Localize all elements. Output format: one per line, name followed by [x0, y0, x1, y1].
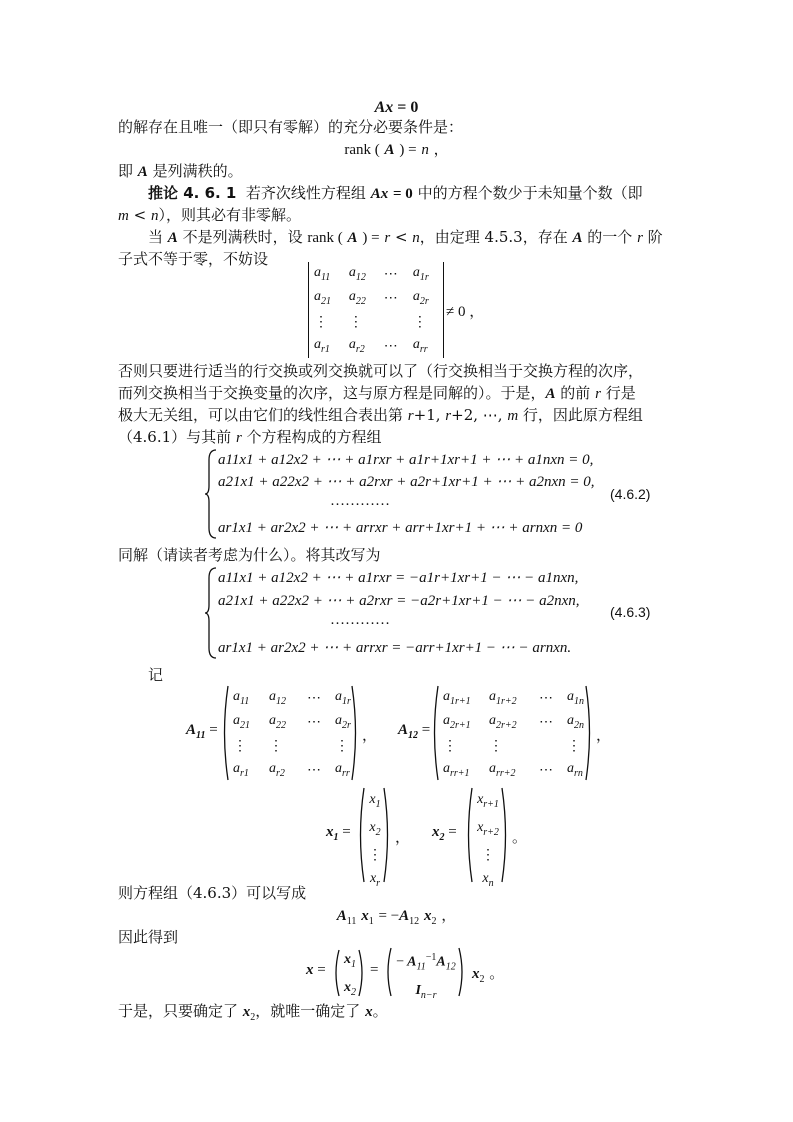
system-463-line-3: …………: [330, 612, 390, 628]
A11-label: $A_{11}$ =: [186, 722, 218, 741]
para1-line-1: 当 A 不是列满秩时，设 rank ( A ) = r < n，由定理 4.5.3，存在 A 的一个 r 阶: [148, 228, 663, 246]
determinant-suffix: ≠ 0 ，: [446, 304, 485, 320]
system-462-line-4: ar1x1 + ar2x2 + ⋯ + arrxr + arr+1xr+1 + ⋯ + arnxn = 0: [218, 520, 583, 536]
final-equals: =: [370, 962, 379, 978]
final-block: − $A_{11}^{-1}A_{12}$ $I_{n-r}$: [396, 952, 456, 1002]
para2-line-3: 极大无关组，可以由它们的线性组合表出第 r+1, r+2, ⋯, m 行，因此原方程组: [118, 406, 643, 424]
final-rhs: $x_2$ 。: [472, 964, 505, 985]
A12-matrix: $a_{1r+1}$ $a_{1r+2}$ ⋯ $a_{1n}$ $a_{2r+1}$ $a_{2r+2}$ ⋯ $a_{2n}$ ⋮ ⋮ ⋮ $a_{rr+1}$ $a_{rr+2}$ ⋯ $a_{rn}$: [443, 689, 584, 779]
equation-rank: rank ( A ) = n ，: [344, 140, 449, 158]
system-462-line-1: a11x1 + a12x2 + ⋯ + a1rxr + a1r+1xr+1 + ⋯ + a1nxn = 0,: [218, 452, 594, 468]
x2-suffix: 。: [512, 828, 528, 846]
final-vector: $x_1$ $x_2$: [344, 952, 356, 998]
write-as-line: 则方程组（4.6.3）可以写成: [118, 884, 307, 902]
A12-label: $A_{12}$ =: [398, 722, 431, 741]
para2-line-1: 否则只要进行适当的行交换或列交换就可以了（行交换相当于交换方程的次序，: [118, 362, 644, 380]
last-line: 于是，只要确定了 $x_2$，就唯一确定了 x。: [118, 1002, 388, 1023]
determinant-matrix: $a_{11}$ $a_{12}$ ⋯ $a_{1r}$ $a_{21}$ $a_{22}$ ⋯ $a_{2r}$ ⋮ ⋮ ⋮ $a_{r1}$ $a_{r2}$ ⋯ $a_{rr}$: [308, 262, 444, 358]
final-lhs: x =: [306, 962, 326, 978]
x1-label: $x_1$ =: [326, 824, 351, 843]
para2-line-4: （4.6.1）与其前 r 个方程构成的方程组: [118, 428, 382, 446]
equation-number-462: (4.6.2): [610, 486, 651, 502]
A11-suffix: ，: [362, 726, 378, 744]
x2-label: $x_2$ =: [432, 824, 457, 843]
system-463-line-4: ar1x1 + ar2x2 + ⋯ + arrxr = −arr+1xr+1 − ⋯ − arnxn.: [218, 640, 572, 656]
brace-462: [204, 448, 218, 540]
A12-suffix: ，: [596, 726, 612, 744]
x2-vector: $x_{r+1}$ $x_{r+2}$ ⋮ $x_n$: [477, 792, 499, 889]
equation-number-463: (4.6.3): [610, 604, 651, 620]
same-solution-line: 同解（请读者考虑为什么）。将其改写为: [118, 546, 381, 564]
system-462-line-3: …………: [330, 493, 390, 509]
thus-line: 因此得到: [118, 928, 179, 946]
x1-vector: $x_1$ $x_2$ ⋮ $x_r$: [368, 792, 382, 889]
full-rank-line: 即 A 是列满秩的。: [118, 162, 243, 180]
corollary-line-1: 推论 4. 6. 1 若齐次线性方程组 Ax = 0 中的方程个数少于未知量个数（即: [148, 184, 643, 202]
equation-ax-zero: Ax = 0: [374, 99, 419, 116]
system-462-line-2: a21x1 + a22x2 + ⋯ + a2rxr + a2r+1xr+1 + ⋯ + a2nxn = 0,: [218, 474, 595, 490]
para1-line-2: 子式不等于零，不妨设: [118, 250, 269, 268]
brace-463: [204, 566, 218, 660]
equation-A11x1: $A_{11}$ $x_1 = -A_{12}$ $x_2$ ，: [336, 906, 457, 927]
corollary-line-2: m < n），则其必有非零解。: [118, 206, 301, 224]
system-463-line-2: a21x1 + a22x2 + ⋯ + a2rxr = −a2r+1xr+1 − ⋯ − a2nxn,: [218, 593, 580, 609]
para2-line-2: 而列交换相当于交换变量的次序，这与原方程是同解的）。于是，A 的前 r 行是: [118, 384, 636, 402]
x1-suffix: ，: [395, 828, 411, 846]
A11-matrix: $a_{11}$ $a_{12}$ ⋯ $a_{1r}$ $a_{21}$ $a_{22}$ ⋯ $a_{2r}$ ⋮ ⋮ ⋮ $a_{r1}$ $a_{r2}$ ⋯ $a_{rr}$: [233, 689, 351, 779]
condition-line: 的解存在且唯一（即只有零解）的充分必要条件是：: [118, 118, 464, 136]
ji-line: 记: [148, 666, 164, 684]
system-463-line-1: a11x1 + a12x2 + ⋯ + a1rxr = −a1r+1xr+1 − ⋯ − a1nxn,: [218, 570, 579, 586]
